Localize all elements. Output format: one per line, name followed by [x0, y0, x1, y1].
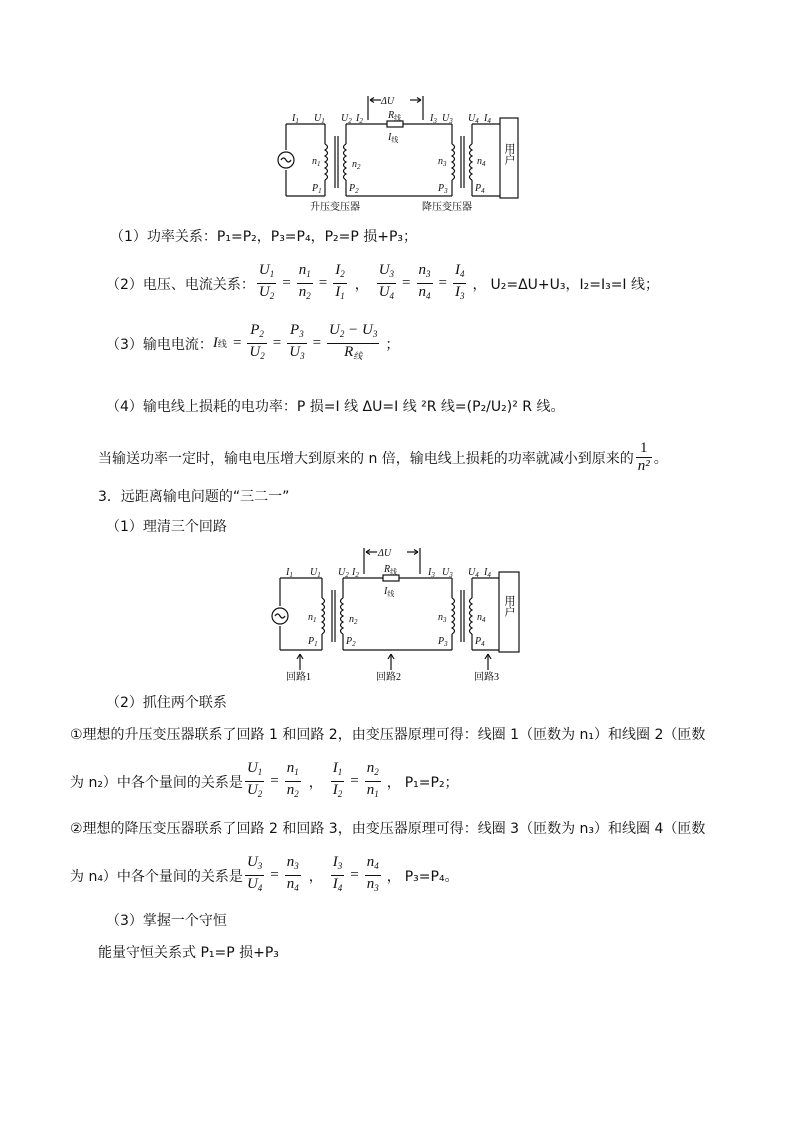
note-voltage-increase	[98, 440, 668, 475]
transmission-diagram-1	[270, 92, 530, 214]
label-delta-u: ΔU	[381, 96, 395, 107]
label-i-line: $I_线$	[388, 132, 399, 144]
d2-label-n1: $n_1$	[308, 612, 317, 624]
item-1-power-relation: （1）功率关系：P₁=P₂，P₃=P₄，P₂=P 损+P₃；	[110, 229, 418, 245]
d2-label-u2: $U_2$	[338, 567, 349, 579]
label-u1: $U_1$	[314, 113, 325, 125]
note-frac-den: n²	[637, 458, 650, 474]
label-i2: $I_2$	[356, 113, 363, 125]
d2-label-i2: $I_2$	[352, 567, 359, 579]
d2-label-u1: $U_1$	[310, 567, 321, 579]
step-up-label: 升压变压器	[310, 202, 360, 213]
label-n2: $n_2$	[352, 159, 361, 171]
label-n4: $n_4$	[477, 156, 486, 168]
para-1-line-2: 为 n₂）中各个量间的关系是 $\frac{U_1}{U_2}$ = $\frac{n_1}{n_2}$ ， $\frac{I_1}{I_2}$ = $\frac{n_2}{n_1}$ ， P₁=P₂；	[70, 760, 459, 799]
conservation-formula: 能量守恒关系式 P₁=P 损+P₃	[98, 945, 279, 961]
d2-label-p4: $P_4$	[475, 636, 485, 648]
note-frac-num: 1	[640, 440, 648, 456]
para-1-line-1: ①理想的升压变压器联系了回路 1 和回路 2，由变压器原理可得：线圈 1（匝数为 n₁）和线圈 2（匝数	[70, 727, 706, 743]
label-u4: $U_4$	[468, 113, 479, 125]
d2-label-i1: $I_1$	[286, 567, 293, 579]
label-i4: $I_4$	[484, 113, 491, 125]
d2-user-box-label: 用户	[503, 595, 515, 617]
transmission-diagram-2	[262, 544, 532, 684]
d2-label-p3: $P_3$	[438, 636, 448, 648]
d2-label-r-line: $R_线$	[384, 564, 398, 576]
user-box-label: 用户	[503, 143, 515, 165]
d2-label-n3: $n_3$	[438, 612, 447, 624]
item-3-prefix: （3）输电电流：	[106, 336, 213, 353]
item-4-power-loss: （4）输电线上损耗的电功率：P 损=I 线 ΔU=I 线 ²R 线=(P₂/U₂)² R 线。	[106, 399, 565, 415]
label-i1: $I_1$	[292, 113, 299, 125]
label-r-line: $R_线$	[388, 110, 402, 122]
d2-label-u3: $U_3$	[442, 567, 453, 579]
loop-2-label: 回路2	[376, 672, 401, 683]
step-down-label: 降压变压器	[422, 202, 472, 213]
d2-label-i-line: $I_线$	[384, 586, 395, 598]
note-text: 当输送功率一定时，输电电压增大到原来的 n 倍，输电线上损耗的功率就减小到原来的	[98, 450, 634, 467]
item-3-line-current: （3）输电电流： I 线 = $\frac{P_2}{U_2}$ = $\frac{P_3}{U_3}$ = $\frac{U_2 - U_3}{R_线}$ ；	[106, 322, 400, 361]
d2-label-i4: $I_4$	[484, 567, 491, 579]
para-2-line-2: 为 n₄）中各个量间的关系是 $\frac{U_3}{U_4}$ = $\frac{n_3}{n_4}$ ， $\frac{I_3}{I_4}$ = $\frac{n_4}{n_3}$ ， P₃=P₄。	[70, 854, 459, 893]
para-1-line-2-end: P₁=P₂；	[404, 774, 459, 791]
label-i3: $I_3$	[430, 113, 437, 125]
d2-label-n4: $n_4$	[477, 612, 486, 624]
loop-3-label: 回路3	[474, 672, 499, 683]
item-2-suffix: U₂=ΔU+U₃，I₂=I₃=I 线；	[490, 276, 660, 293]
sub-1-heading: （1）理清三个回路	[106, 519, 227, 535]
label-p4: $P_4$	[475, 183, 485, 195]
d2-label-p2: $P_2$	[346, 636, 356, 648]
loop-1-label: 回路1	[286, 672, 311, 683]
d2-label-delta-u: ΔU	[378, 548, 392, 559]
label-u3: $U_3$	[442, 113, 453, 125]
para-1-line-2-prefix: 为 n₂）中各个量间的关系是	[70, 774, 243, 791]
item-2-voltage-current: （2）电压、电流关系： $\frac{U_1}{U_2}$ = $\frac{n_1}{n_2}$ = $\frac{I_2}{I_1}$ ， $\frac{U_3}{U_4}$ = $\frac{n_3}{n_4}$ = $\frac{I_4}{I_3}$ ， U₂=ΔU+U₃，I₂=I₃=I 线；	[106, 262, 660, 301]
note-end: 。	[653, 450, 668, 467]
label-u2: $U_2$	[341, 113, 352, 125]
label-p2: $P_2$	[349, 183, 359, 195]
para-2-line-1: ②理想的降压变压器联系了回路 2 和回路 3，由变压器原理可得：线圈 3（匝数为 n₃）和线圈 4（匝数	[70, 821, 706, 837]
section-3-heading: 3．远距离输电问题的“三二一”	[98, 489, 290, 505]
label-n3: $n_3$	[438, 156, 447, 168]
label-n1: $n_1$	[312, 156, 321, 168]
sub-2-heading: （2）抓住两个联系	[106, 695, 227, 711]
d2-label-p1: $P_1$	[308, 636, 318, 648]
sub-3-heading: （3）掌握一个守恒	[106, 913, 227, 929]
d2-label-n2: $n_2$	[349, 614, 358, 626]
d2-label-u4: $U_4$	[468, 567, 479, 579]
para-2-line-2-prefix: 为 n₄）中各个量间的关系是	[70, 868, 243, 885]
label-p3: $P_3$	[438, 183, 448, 195]
label-p1: $P_1$	[312, 183, 322, 195]
d2-label-i3: $I_3$	[428, 567, 435, 579]
item-2-prefix: （2）电压、电流关系：	[106, 276, 255, 293]
para-2-line-2-end: P₃=P₄。	[404, 868, 459, 885]
